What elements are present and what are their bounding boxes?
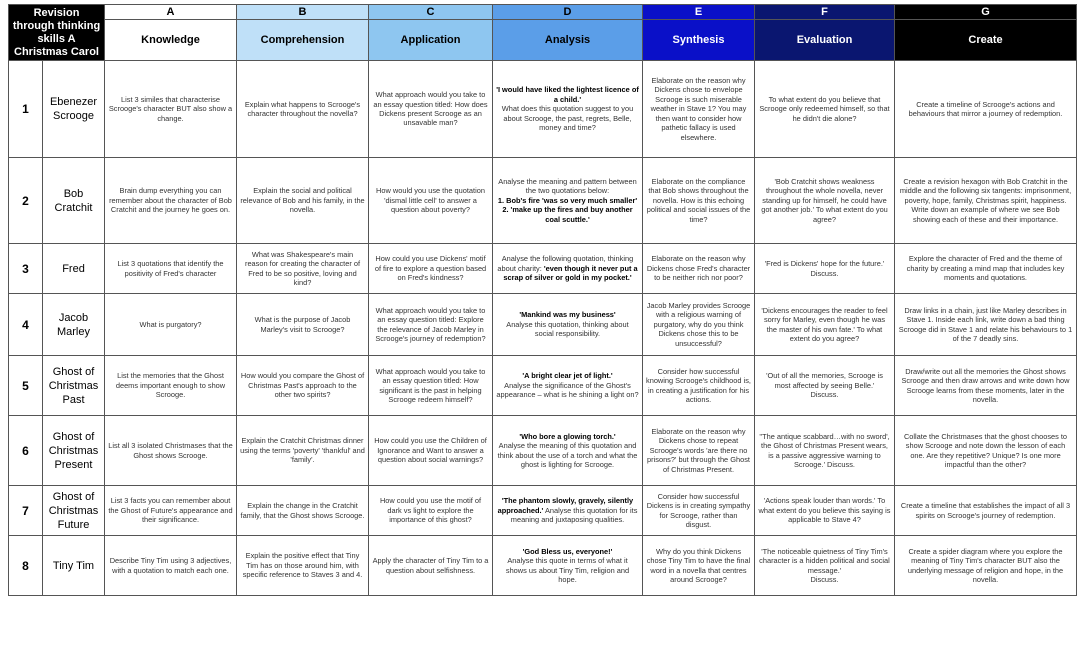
sheet-title: Revision through thinking skills A Christmas Carol: [9, 5, 105, 61]
analysis-text: Analyse the following quotation, thinking about charity:: [497, 254, 634, 273]
task-synthesis: Consider how successful Dickens is in creating sympathy for Scrooge, rather than disgust.: [643, 486, 755, 536]
task-create: Create a timeline that establishes the impact of all 3 spirits on Scrooge's journey of redemption.: [895, 486, 1077, 536]
analysis-text: Analyse this quotation for its meaning and juxtaposing qualities.: [510, 505, 638, 525]
level-application: Application: [369, 20, 493, 61]
task-synthesis: Consider how successful knowing Scrooge's childhood is, in creating a justification for his actions.: [643, 356, 755, 416]
task-comprehension: What was Shakespeare's main reason for creating the character of Fred to be so positive, loving and kind?: [237, 244, 369, 294]
task-comprehension: Explain the Cratchit Christmas dinner using the terms 'poverty' 'thankful' and 'family'.: [237, 416, 369, 486]
task-knowledge: List all 3 isolated Christmases that the Ghost shows Scrooge.: [105, 416, 237, 486]
analysis-text: Analyse this quotation, thinking about social responsibility.: [506, 319, 629, 339]
task-create: Create a timeline of Scrooge's actions and behaviours that mirror a journey of redemption.: [895, 61, 1077, 158]
task-create: Collate the Christmases that the ghost chooses to show Scrooge and note down the lesson of each one. Are they repetitive? Unique? Is one more impactful than the other?: [895, 416, 1077, 486]
evaluation-discuss: Discuss.: [810, 268, 839, 278]
analysis-quote: 'Mankind was my business': [519, 310, 616, 320]
character-name: Ghost of Christmas Future: [43, 486, 105, 536]
table-row: [9, 244, 1077, 294]
column-letter-a: A: [105, 5, 237, 20]
table-row: [9, 61, 1077, 158]
table-row: [9, 158, 1077, 244]
task-application: How would you use the quotation 'dismal little cell' to answer a question about poverty?: [369, 158, 493, 244]
row-number: 3: [9, 244, 43, 294]
column-letter-f: F: [755, 5, 895, 20]
task-evaluation: To what extent do you believe that Scrooge only redeemed himself, so that he didn't die alone?: [755, 61, 895, 158]
analysis-quote-1: 1. Bob's fire 'was so very much smaller': [497, 195, 638, 205]
column-letter-d: D: [493, 5, 643, 20]
analysis-text: Analyse the meaning of this quotation and think about the use of a torch and what the ghost is lighting for Scrooge.: [497, 441, 638, 469]
analysis-text: Analyse this quote in terms of what it shows us about Tiny Tim, religion and hope.: [505, 556, 630, 584]
task-evaluation: [755, 244, 895, 294]
task-knowledge: What is purgatory?: [105, 294, 237, 356]
character-name: Ghost of Christmas Present: [43, 416, 105, 486]
analysis-quote: 'Who bore a glowing torch.': [519, 431, 616, 441]
task-evaluation: [755, 536, 895, 596]
task-create: Explore the character of Fred and the theme of charity by creating a mind map that includes key moments and quotations.: [895, 244, 1077, 294]
task-knowledge: List 3 facts you can remember about the Ghost of Future's appearance and their significance.: [105, 486, 237, 536]
character-name: Jacob Marley: [43, 294, 105, 356]
task-analysis: [493, 486, 643, 536]
evaluation-quote: 'The noticeable quietness of Tiny Tim's character is a hidden political and social message.': [759, 546, 890, 575]
task-analysis: [493, 158, 643, 244]
task-evaluation: 'Actions speak louder than words.' To what extent do you believe this saying is applicable to Stave 4?: [755, 486, 895, 536]
task-create: Create a revision hexagon with Bob Cratchit in the middle and the following six tangents: imprisonment, poverty, hope, family, Christmas spirit, happiness. Write down an example of where we see Bob showing each of these and their importance.: [895, 158, 1077, 244]
level-comprehension: Comprehension: [237, 20, 369, 61]
analysis-text: Analyse the meaning and pattern between the two quotations below:: [498, 176, 637, 196]
character-name: Bob Cratchit: [43, 158, 105, 244]
task-comprehension: Explain the positive effect that Tiny Tim has on those around him, with specific reference to Staves 3 and 4.: [237, 536, 369, 596]
analysis-quote: 'even though it never put a scrap of silver or gold in my pocket.': [503, 263, 638, 283]
row-number: 5: [9, 356, 43, 416]
task-knowledge: List the memories that the Ghost deems important enough to show Scrooge.: [105, 356, 237, 416]
task-comprehension: How would you compare the Ghost of Christmas Past's approach to the other two spirits?: [237, 356, 369, 416]
column-letter-b: B: [237, 5, 369, 20]
task-evaluation: [755, 356, 895, 416]
evaluation-quote: 'Out of all the memories, Scrooge is most affected by seeing Belle.': [766, 371, 883, 390]
task-analysis: [493, 244, 643, 294]
row-number: 7: [9, 486, 43, 536]
task-knowledge: Brain dump everything you can remember about the character of Bob Cratchit and the journey he goes on.: [105, 158, 237, 244]
row-number: 8: [9, 536, 43, 596]
row-number: 2: [9, 158, 43, 244]
task-synthesis: Elaborate on the reason why Dickens chose to repeat Scrooge's words 'are there no prisons?' but through the Ghost of Christmas Present.: [643, 416, 755, 486]
row-number: 6: [9, 416, 43, 486]
task-synthesis: Elaborate on the compliance that Bob shows throughout the novella. How is this echoing political and social issues of the time?: [643, 158, 755, 244]
task-knowledge: Describe Tiny Tim using 3 adjectives, with a quotation to match each one.: [105, 536, 237, 596]
task-create: Draw links in a chain, just like Marley describes in Stave 1. Inside each link, write down a bad thing Scrooge did in Stave 1 and relate his behaviours to 1 of the 7 deadly sins.: [895, 294, 1077, 356]
task-synthesis: Jacob Marley provides Scrooge with a religious warning of purgatory, why do you think Dickens chose this to be unsuccessful?: [643, 294, 755, 356]
analysis-text: Analyse the significance of the Ghost's appearance – what is he shining a light on?: [496, 380, 639, 400]
task-application: What approach would you take to an essay question titled: How significant is the past in helping Scrooge redeem himself?: [369, 356, 493, 416]
task-application: What approach would you take to an essay question titled: How does Dickens present Scrooge as an unsavable man?: [369, 61, 493, 158]
evaluation-discuss: Discuss.: [810, 574, 839, 584]
character-name: Fred: [43, 244, 105, 294]
task-comprehension: Explain the change in the Cratchit family, that the Ghost shows Scrooge.: [237, 486, 369, 536]
task-evaluation: ''The antique scabbard…with no sword', the Ghost of Christmas Present wears, is a passive aggressive warning to Scrooge.' Discuss.: [755, 416, 895, 486]
task-evaluation: 'Bob Cratchit shows weakness throughout the whole novella, never standing up for himself, he could have got another job.' To what extent do you agree?: [755, 158, 895, 244]
analysis-quote: 'A bright clear jet of light.': [522, 371, 613, 381]
task-create: Draw/write out all the memories the Ghost shows Scrooge and then draw arrows and write down how Scrooge learns from these moments, later in the novella.: [895, 356, 1077, 416]
task-application: How could you use the motif of dark vs light to explore the importance of this ghost?: [369, 486, 493, 536]
task-knowledge: List 3 similes that characterise Scrooge's character BUT also show a change.: [105, 61, 237, 158]
task-application: How could you use Dickens' motif of fire to explore a question based on Fred's kindness?: [369, 244, 493, 294]
analysis-quote: 'I would have liked the lightest licence of a child.': [496, 85, 639, 104]
task-comprehension: Explain the social and political relevance of Bob and his family, in the novella.: [237, 158, 369, 244]
table-row: [9, 416, 1077, 486]
level-analysis: Analysis: [493, 20, 643, 61]
task-synthesis: Elaborate on the reason why Dickens chose Fred's character to be neither rich nor poor?: [643, 244, 755, 294]
column-letter-c: C: [369, 5, 493, 20]
task-analysis: [493, 294, 643, 356]
task-application: Apply the character of Tiny Tim to a question about selfishness.: [369, 536, 493, 596]
table-row: [9, 486, 1077, 536]
table-row: [9, 294, 1077, 356]
row-number: 4: [9, 294, 43, 356]
task-comprehension: Explain what happens to Scrooge's character throughout the novella?: [237, 61, 369, 158]
table-row: [9, 356, 1077, 416]
analysis-quote: 'God Bless us, everyone!': [522, 546, 613, 556]
level-create: Create: [895, 20, 1077, 61]
task-analysis: [493, 416, 643, 486]
character-name: Tiny Tim: [43, 536, 105, 596]
task-knowledge: List 3 quotations that identify the positivity of Fred's character: [105, 244, 237, 294]
task-analysis: [493, 61, 643, 158]
task-comprehension: What is the purpose of Jacob Marley's visit to Scrooge?: [237, 294, 369, 356]
character-name: Ghost of Christmas Past: [43, 356, 105, 416]
analysis-quote: 'The phantom slowly, gravely, silently approached.': [497, 496, 634, 515]
task-analysis: [493, 356, 643, 416]
column-letter-e: E: [643, 5, 755, 20]
table-row: [9, 536, 1077, 596]
task-application: How could you use the Children of Ignorance and Want to answer a question about social warnings?: [369, 416, 493, 486]
task-evaluation: 'Dickens encourages the reader to feel sorry for Marley, even though he was the master of his own fate.' To what extent do you agree?: [755, 294, 895, 356]
level-synthesis: Synthesis: [643, 20, 755, 61]
evaluation-quote: 'Fred is Dickens' hope for the future.': [764, 259, 885, 269]
column-letter-g: G: [895, 5, 1077, 20]
task-synthesis: Why do you think Dickens chose Tiny Tim to have the final word in a novella that centres around Scrooge?: [643, 536, 755, 596]
level-knowledge: Knowledge: [105, 20, 237, 61]
task-create: Create a spider diagram where you explore the meaning of Tiny Tim's character BUT also the underlying message of religion and hope, in the novella.: [895, 536, 1077, 596]
row-number: 1: [9, 61, 43, 158]
analysis-text: What does this quotation suggest to you about Scrooge, the past, regrets, Belle, money and time?: [501, 104, 634, 133]
task-application: What approach would you take to an essay question titled: Explore the relevance of Jacob Marley in Scrooge's journey of redemption?: [369, 294, 493, 356]
level-evaluation: Evaluation: [755, 20, 895, 61]
revision-grid: [8, 4, 1077, 596]
task-analysis: [493, 536, 643, 596]
analysis-quote-2: 2. 'make up the fires and buy another coal scuttle.': [502, 205, 633, 224]
task-synthesis: Elaborate on the reason why Dickens chose to envelope Scrooge is such miserable weather in Stave 1? You may then want to consider how pathetic fallacy is used elsewhere.: [643, 61, 755, 158]
evaluation-discuss: Discuss.: [810, 390, 839, 400]
character-name: Ebenezer Scrooge: [43, 61, 105, 158]
